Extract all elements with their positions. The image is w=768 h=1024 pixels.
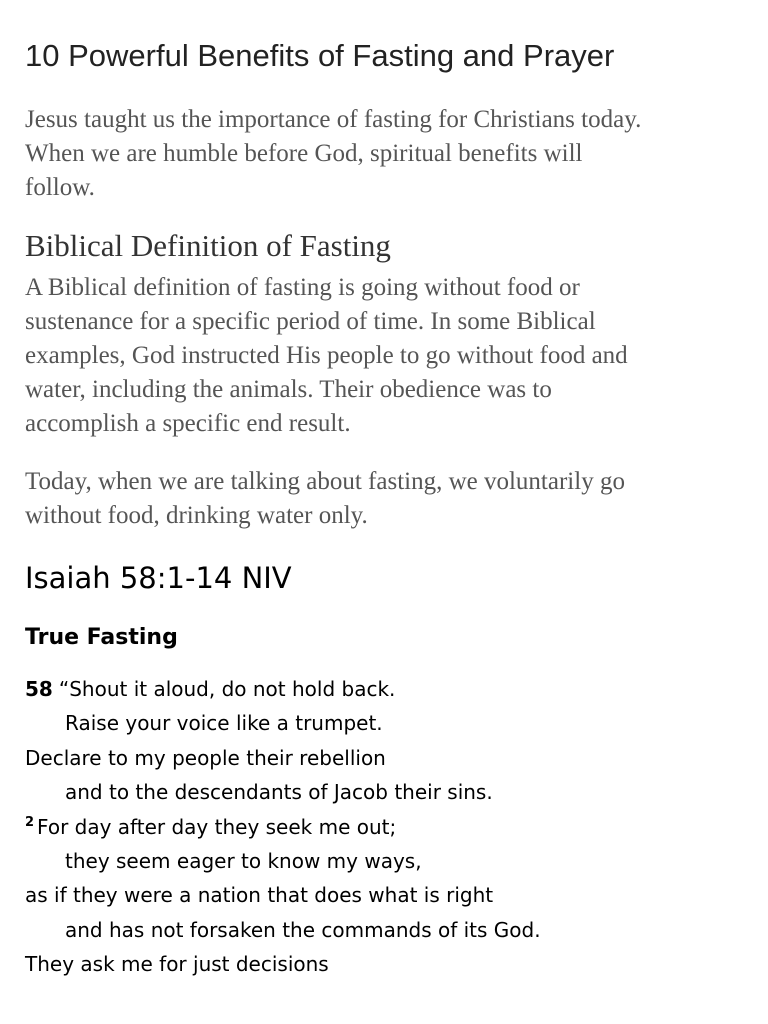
today-line: Today, when we are talking about fasting, we voluntarily go bbox=[25, 468, 625, 495]
verse-line bbox=[25, 810, 541, 844]
today-line: without food, drinking water only. bbox=[25, 502, 368, 529]
intro-line: Jesus taught us the importance of fasting for Christians today. bbox=[25, 106, 642, 133]
intro-paragraph bbox=[25, 103, 750, 205]
today-paragraph bbox=[25, 465, 750, 533]
definition-heading: Biblical Definition of Fasting bbox=[25, 228, 391, 263]
definition-line: A Biblical definition of fasting is going without food or bbox=[25, 274, 580, 301]
verse-line: as if they were a nation that does what is right bbox=[25, 883, 494, 908]
definition-line: water, including the animals. Their obedience was to bbox=[25, 376, 552, 403]
scripture-section-heading: True Fasting bbox=[25, 625, 178, 650]
intro-line: follow. bbox=[25, 174, 95, 201]
scripture-reference: Isaiah 58:1-14 NIV bbox=[25, 561, 292, 595]
verse-line: and has not forsaken the commands of its God. bbox=[65, 917, 541, 942]
definition-line: accomplish a specific end result. bbox=[25, 410, 351, 437]
verse-number: 2 bbox=[25, 814, 35, 830]
verse-text: “Shout it aloud, do not hold back. bbox=[58, 677, 396, 701]
definition-line: examples, God instructed His people to go without food and bbox=[25, 342, 628, 369]
verse-line: they seem eager to know my ways, bbox=[65, 849, 422, 874]
verse-line: Declare to my people their rebellion bbox=[25, 745, 386, 770]
verse-line: Raise your voice like a trumpet. bbox=[65, 711, 383, 736]
article-title: 10 Powerful Benefits of Fasting and Prayer bbox=[25, 38, 615, 73]
verse-line: and to the descendants of Jacob their sins. bbox=[65, 780, 493, 805]
chapter-number: 58 bbox=[25, 677, 53, 701]
intro-line: When we are humble before God, spiritual benefits will bbox=[25, 140, 583, 167]
definition-line: sustenance for a specific period of time. In some Biblical bbox=[25, 308, 596, 335]
scripture-passage bbox=[25, 672, 541, 982]
verse-line bbox=[25, 672, 541, 706]
definition-paragraph bbox=[25, 271, 750, 441]
verse-line: They ask me for just decisions bbox=[25, 952, 329, 977]
verse-text: For day after day they seek me out; bbox=[37, 814, 397, 839]
